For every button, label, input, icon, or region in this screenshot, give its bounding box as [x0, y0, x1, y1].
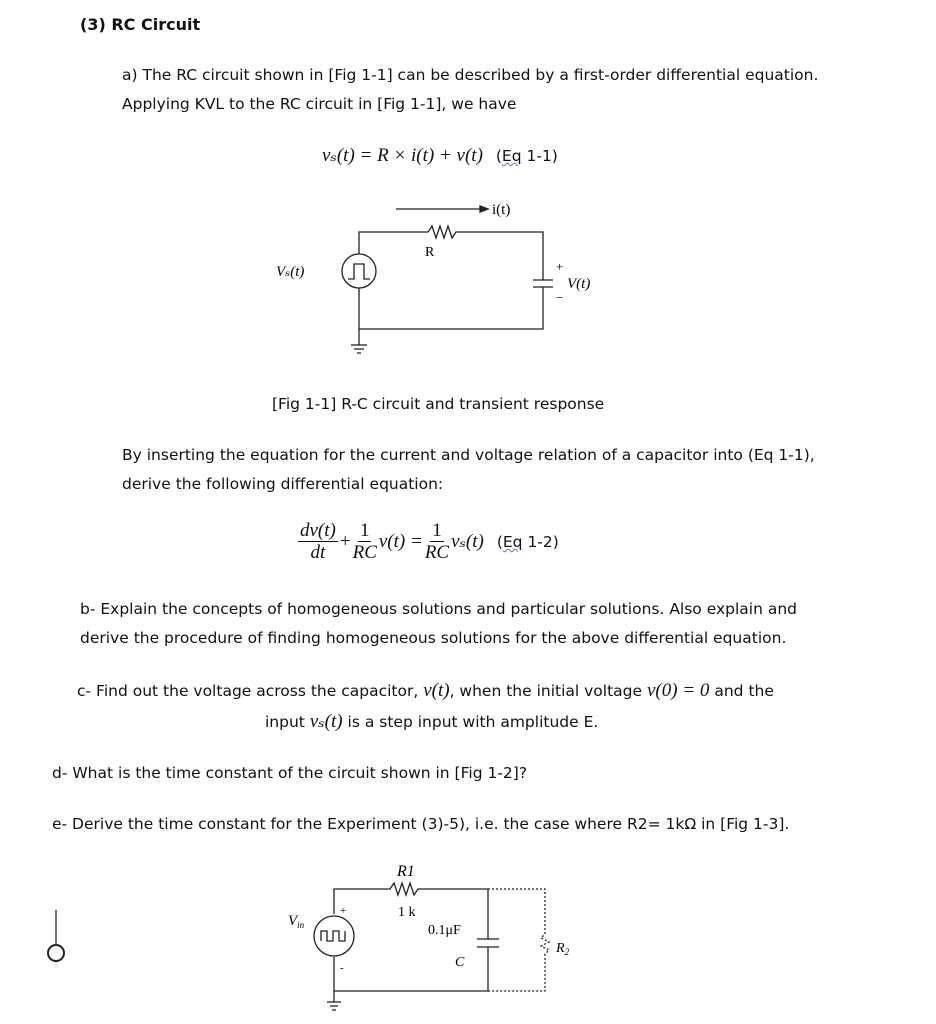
label-plus-2: +	[340, 905, 347, 917]
label-vin: $V_{in}$	[288, 913, 305, 930]
part-c-line1: c- Find out the voltage across the capacitor, v(t), when the initial voltage v(0) = 0 and the	[77, 680, 774, 701]
para-line1: By inserting the equation for the current and voltage relation of a capacitor into (Eq 1-1),	[122, 446, 815, 464]
eq1-formula: vₛ(t) = R × i(t) + v(t)	[322, 145, 483, 166]
label-minus: −	[556, 290, 564, 305]
part-a-line1: a) The RC circuit shown in [Fig 1-1] can be described by a first-order differential equation.	[122, 66, 819, 84]
fig-1-1-caption: [Fig 1-1] R-C circuit and transient response	[272, 395, 605, 413]
equation-1-2: $\frac{dv(t)}{dt}$ + $\frac{1}{RC}$ v(t) = $\frac{1}{RC}$ vₛ(t) (Eq 1-2)	[300, 520, 559, 563]
equation-1-1	[322, 144, 558, 167]
label-source: Vₛ(t)	[276, 264, 305, 280]
label-cap: C	[455, 955, 465, 970]
fig-1-1-circuit	[342, 206, 553, 353]
pulse-source	[342, 254, 376, 288]
part-a-line2: Applying KVL to the RC circuit in [Fig 1-1], we have	[122, 95, 517, 113]
part-b-line2: derive the procedure of finding homogeneous solutions for the above differential equation.	[80, 629, 787, 647]
top-wire-resistor	[359, 226, 543, 280]
fig-1-3-circuit	[48, 883, 549, 1010]
terminal-icon	[48, 910, 64, 961]
eq2-ref: (Eq 1-2)	[496, 533, 559, 551]
eq1-ref: (Eq 1-1)	[495, 147, 558, 165]
label-cap-voltage: V(t)	[567, 276, 591, 292]
label-r2: $R_2$	[556, 941, 570, 957]
label-current: i(t)	[492, 202, 511, 218]
label-plus: +	[556, 259, 564, 274]
label-cap-value: 0.1μF	[428, 923, 461, 938]
para-line2: derive the following differential equation:	[122, 475, 444, 493]
label-minus-2: -	[340, 962, 344, 974]
section-title: (3) RC Circuit	[80, 15, 201, 34]
part-e: e- Derive the time constant for the Experiment (3)-5), i.e. the case where R2= 1kΩ in [Fig 1-3].	[52, 815, 790, 833]
part-c-line2: input vₛ(t) is a step input with amplitude E.	[265, 711, 599, 732]
label-r1: R1	[397, 863, 415, 880]
label-r1-value: 1 k	[398, 905, 416, 920]
part-b-line1: b- Explain the concepts of homogeneous solutions and particular solutions. Also explain and	[80, 600, 798, 618]
r2-dotted-branch	[488, 889, 549, 991]
part-d: d- What is the time constant of the circuit shown in [Fig 1-2]?	[52, 764, 528, 782]
square-wave-source	[314, 916, 354, 956]
label-resistor: R	[425, 245, 435, 260]
current-arrowhead	[480, 206, 488, 212]
